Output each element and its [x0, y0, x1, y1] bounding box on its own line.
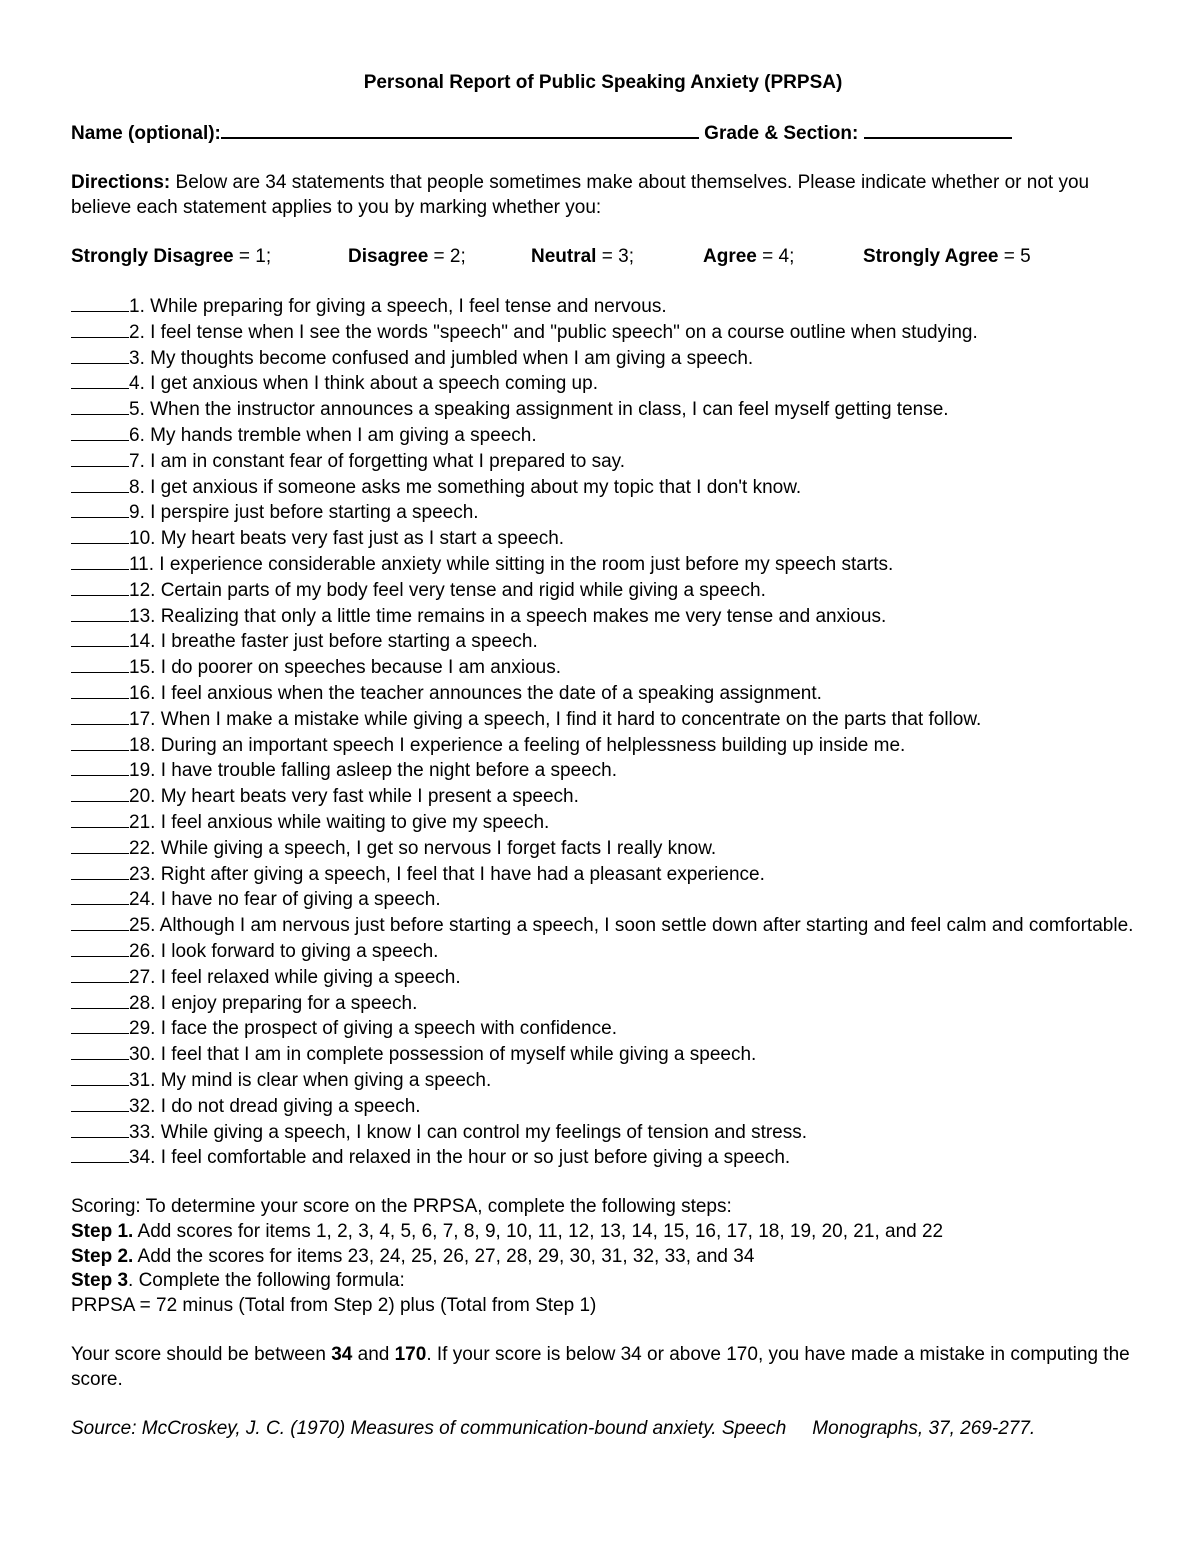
answer-blank[interactable] — [71, 1016, 129, 1034]
list-item — [71, 733, 1135, 759]
list-item — [71, 552, 1135, 578]
list-item — [71, 423, 1135, 449]
scale-strongly-agree — [863, 244, 1031, 270]
scale-label: Disagree — [348, 246, 429, 267]
list-item — [71, 707, 1135, 733]
scale-value: = 2; — [428, 246, 466, 267]
statement-text: 13. Realizing that only a little time remains in a speech makes me very tense and anxious. — [129, 605, 887, 627]
statement-text: 31. My mind is clear when giving a speech. — [129, 1069, 492, 1091]
list-item — [71, 346, 1135, 372]
answer-blank[interactable] — [71, 1145, 129, 1163]
grade-section-label: Grade & Section: — [704, 123, 859, 144]
answer-blank[interactable] — [71, 655, 129, 673]
statement-text: 33. While giving a speech, I know I can control my feelings of tension and stress. — [129, 1121, 808, 1143]
statement-text: 28. I enjoy preparing for a speech. — [129, 992, 418, 1014]
answer-blank[interactable] — [71, 1068, 129, 1086]
statement-text: 26. I look forward to giving a speech. — [129, 940, 439, 962]
statement-text: 24. I have no fear of giving a speech. — [129, 889, 441, 911]
list-item — [71, 604, 1135, 630]
answer-blank[interactable] — [71, 733, 129, 751]
answer-blank[interactable] — [71, 836, 129, 854]
range-text: . If your score is below 34 or above 170, you have made a mistake in computing the score. — [71, 1344, 1130, 1390]
list-item — [71, 1145, 1135, 1171]
statement-text: 11. I experience considerable anxiety while sitting in the room just before my speech starts. — [129, 553, 894, 575]
statement-text: 21. I feel anxious while waiting to give my speech. — [129, 811, 550, 833]
grade-section-blank[interactable] — [864, 119, 1012, 139]
list-item — [71, 1094, 1135, 1120]
list-item — [71, 449, 1135, 475]
answer-blank[interactable] — [71, 965, 129, 983]
statement-text: 19. I have trouble falling asleep the night before a speech. — [129, 760, 618, 782]
list-item — [71, 913, 1135, 939]
statement-text: 10. My heart beats very fast just as I start a speech. — [129, 528, 565, 550]
list-item — [71, 758, 1135, 784]
scale-label: Strongly Disagree — [71, 246, 234, 267]
list-item — [71, 836, 1135, 862]
directions — [71, 171, 1135, 220]
list-item — [71, 1068, 1135, 1094]
answer-blank[interactable] — [71, 887, 129, 905]
statement-text: 5. When the instructor announces a speaking assignment in class, I can feel myself getting tense. — [129, 399, 949, 421]
list-item — [71, 397, 1135, 423]
step-text: . Complete the following formula: — [128, 1270, 405, 1292]
statement-text: 22. While giving a speech, I get so nervous I forget facts I really know. — [129, 837, 717, 859]
statement-text: 15. I do poorer on speeches because I am anxious. — [129, 657, 561, 679]
score-range-note — [71, 1343, 1135, 1393]
scale-value: = 3; — [596, 246, 634, 267]
name-grade-line — [71, 119, 1135, 147]
list-item — [71, 371, 1135, 397]
answer-blank[interactable] — [71, 991, 129, 1009]
list-item — [71, 629, 1135, 655]
document-page — [71, 70, 1135, 1441]
name-label: Name (optional): — [71, 123, 221, 144]
list-item — [71, 320, 1135, 346]
statement-text: 3. My thoughts become confused and jumbled when I am giving a speech. — [129, 347, 754, 369]
step-label: Step 3 — [71, 1270, 129, 1292]
scale-neutral — [531, 244, 703, 270]
answer-blank[interactable] — [71, 578, 129, 596]
statement-text: 12. Certain parts of my body feel very tense and rigid while giving a speech. — [129, 579, 766, 601]
statement-text: 1. While preparing for giving a speech, I feel tense and nervous. — [129, 296, 667, 317]
statement-text: 25. Although I am nervous just before starting a speech, I soon settle down after starting and feel calm and comfortable. — [129, 915, 1134, 937]
scale-value: = 4; — [756, 246, 795, 267]
scale-disagree — [348, 244, 531, 270]
range-text: and — [352, 1344, 395, 1366]
step-text: Add scores for items 1, 2, 3, 4, 5, 6, 7, 8, 9, 10, 11, 12, 13, 14, 15, 16, 17, 18, 19, 20, 21, and 22 — [133, 1220, 944, 1242]
answer-blank[interactable] — [71, 913, 129, 931]
answer-blank[interactable] — [71, 681, 129, 699]
statement-text: 6. My hands tremble when I am giving a speech. — [129, 424, 537, 446]
answer-blank[interactable] — [71, 500, 129, 518]
statement-text: 30. I feel that I am in complete possession of myself while giving a speech. — [129, 1044, 757, 1066]
scale-agree — [703, 244, 863, 270]
list-item — [71, 965, 1135, 991]
statement-text: 14. I breathe faster just before starting a speech. — [129, 631, 538, 653]
citation-text: Source: McCroskey, J. C. (1970) Measures of communication-bound anxiety. Speech — [71, 1417, 787, 1439]
list-item — [71, 655, 1135, 681]
answer-blank[interactable] — [71, 475, 129, 493]
answer-blank[interactable] — [71, 397, 129, 415]
step-label: Step 2. — [71, 1245, 134, 1267]
answer-blank[interactable] — [71, 526, 129, 544]
statement-text: 18. During an important speech I experience a feeling of helplessness building up inside me. — [129, 734, 906, 756]
range-text: Your score should be between — [71, 1344, 332, 1366]
citation-text: Monographs, 37, 269-277. — [812, 1417, 1036, 1439]
statement-text: 32. I do not dread giving a speech. — [129, 1095, 421, 1117]
scale-value: = 5 — [998, 246, 1031, 267]
list-item — [71, 1120, 1135, 1146]
list-item — [71, 887, 1135, 913]
answer-blank[interactable] — [71, 810, 129, 828]
range-min: 34 — [331, 1344, 353, 1366]
answer-blank[interactable] — [71, 629, 129, 647]
scoring-step-2 — [71, 1245, 1135, 1270]
statement-text: 29. I face the prospect of giving a speech with confidence. — [129, 1018, 617, 1040]
scale-label: Neutral — [531, 246, 597, 267]
statement-text: 4. I get anxious when I think about a speech coming up. — [129, 373, 598, 395]
list-item — [71, 810, 1135, 836]
list-item — [71, 294, 1135, 320]
statement-text: 20. My heart beats very fast while I present a speech. — [129, 786, 579, 808]
answer-blank[interactable] — [71, 1042, 129, 1060]
statement-text: 16. I feel anxious when the teacher announces the date of a speaking assignment. — [129, 682, 822, 704]
list-item — [71, 578, 1135, 604]
answer-blank[interactable] — [71, 862, 129, 880]
answer-blank[interactable] — [71, 423, 129, 441]
statement-text: 7. I am in constant fear of forgetting what I prepared to say. — [129, 450, 626, 472]
answer-blank[interactable] — [71, 346, 129, 364]
statement-list — [71, 294, 1135, 1171]
answer-blank[interactable] — [71, 939, 129, 957]
answer-blank[interactable] — [71, 604, 129, 622]
step-label: Step 1. — [71, 1220, 134, 1242]
statement-text: 17. When I make a mistake while giving a speech, I find it hard to concentrate on the parts that follow. — [129, 708, 982, 730]
statement-text: 23. Right after giving a speech, I feel that I have had a pleasant experience. — [129, 863, 765, 885]
rating-scale — [71, 244, 1135, 270]
answer-blank[interactable] — [71, 707, 129, 725]
statement-text: 8. I get anxious if someone asks me something about my topic that I don't know. — [129, 476, 802, 498]
list-item — [71, 500, 1135, 526]
answer-blank[interactable] — [71, 758, 129, 776]
step-text: Add the scores for items 23, 24, 25, 26, 27, 28, 29, 30, 31, 32, 33, and 34 — [133, 1245, 755, 1267]
scoring-step-1 — [71, 1220, 1135, 1245]
list-item — [71, 862, 1135, 888]
statement-text: 2. I feel tense when I see the words "speech" and "public speech" on a course outline when studying. — [129, 321, 978, 343]
page-title: Personal Report of Public Speaking Anxiety (PRPSA) — [363, 72, 843, 93]
list-item — [71, 1016, 1135, 1042]
answer-blank[interactable] — [71, 294, 129, 312]
scale-label: Strongly Agree — [863, 246, 999, 267]
answer-blank[interactable] — [71, 371, 129, 389]
answer-blank[interactable] — [71, 449, 129, 467]
directions-label: Directions: — [71, 172, 171, 193]
statement-text: 27. I feel relaxed while giving a speech. — [129, 966, 461, 988]
scoring-section — [71, 1195, 1135, 1319]
name-blank[interactable] — [221, 119, 699, 139]
scale-label: Agree — [703, 246, 757, 267]
list-item — [71, 991, 1135, 1017]
range-max: 170 — [394, 1344, 427, 1366]
source-citation — [71, 1417, 1135, 1442]
directions-text: Below are 34 statements that people sometimes make about themselves. Please indicate whether or not you believe each statement applies to you by marking whether you: — [71, 172, 1090, 218]
list-item — [71, 939, 1135, 965]
scoring-formula: PRPSA = 72 minus (Total from Step 2) plus (Total from Step 1) — [71, 1295, 597, 1317]
scale-value: = 1; — [233, 246, 272, 267]
answer-blank[interactable] — [71, 552, 129, 570]
statement-text: 34. I feel comfortable and relaxed in the hour or so just before giving a speech. — [129, 1147, 791, 1169]
list-item — [71, 526, 1135, 552]
scoring-intro: Scoring: To determine your score on the PRPSA, complete the following steps: — [71, 1196, 732, 1218]
answer-blank[interactable] — [71, 1094, 129, 1112]
answer-blank[interactable] — [71, 1120, 129, 1138]
scale-strongly-disagree — [71, 244, 348, 270]
answer-blank[interactable] — [71, 784, 129, 802]
statement-text: 9. I perspire just before starting a speech. — [129, 502, 479, 524]
list-item — [71, 681, 1135, 707]
scoring-step-3 — [71, 1269, 1135, 1294]
answer-blank[interactable] — [71, 320, 129, 338]
list-item — [71, 784, 1135, 810]
list-item — [71, 1042, 1135, 1068]
list-item — [71, 475, 1135, 501]
